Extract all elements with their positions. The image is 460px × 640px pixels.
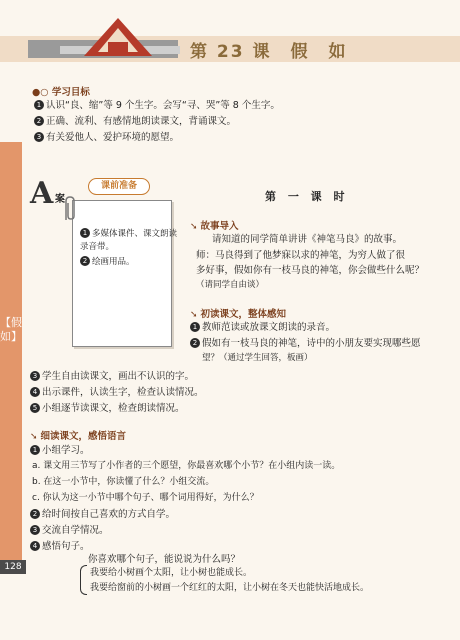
story-note: （请同学自由谈）: [196, 280, 265, 290]
example-sentence: 我要给小树画个太阳，让小树也能成长。: [90, 568, 253, 578]
prep-badge: 课前准备: [88, 178, 150, 195]
firstread-heading: ➘ 初读课文，整体感知: [190, 309, 287, 320]
closeread-heading: ➘ 细读课文，感悟语言: [30, 431, 127, 442]
list-item: 5 小组逐节读课文，检查朗读情况。: [30, 402, 185, 415]
story-line: 请知道的同学简单讲讲《神笔马良》的故事。: [212, 234, 403, 245]
firstread-item: 1 教师范读或放课文朗读的录音。: [190, 321, 335, 334]
arrow-icon: ➘: [30, 432, 38, 442]
goal-item: 2 正确、流利、有感情地朗读课文，背诵课文。: [34, 115, 236, 128]
closeread-item: 2 给时间按自己喜欢的方式自学。: [30, 508, 175, 521]
lesson-heading: 第 一 课 时: [265, 190, 349, 203]
firstread-item-cont: 望？（通过学生回答，板画）: [202, 353, 313, 363]
list-item: 3 学生自由读课文，画出不认识的字。: [30, 370, 194, 383]
paperclip-icon: [60, 196, 78, 222]
firstread-item: 2 假如有一枝马良的神笔，诗中的小朋友要实现哪些愿: [190, 337, 421, 350]
side-tab: [0, 142, 33, 570]
closeread-sub: b. 在这一小节中，你读懂了什么？小组交流。: [32, 477, 215, 487]
closeread-sub: c. 你认为这一小节中哪个句子、哪个词用得好，为什么？: [32, 493, 259, 503]
story-line: 师：马良得到了他梦寐以求的神笔，为穷人做了很: [196, 250, 406, 261]
closeread-item: 1 小组学习。: [30, 444, 90, 457]
goal-item: 3 有关爱他人、爱护环境的愿望。: [34, 131, 179, 144]
note-card: [72, 200, 172, 347]
prep-item: 1 多媒体课件、课文朗读: [80, 228, 177, 241]
example-sentence: 我要给窗前的小树画一个红红的太阳，让小树在冬天也能快活地成长。: [90, 583, 370, 593]
plan-letter: A: [30, 176, 54, 211]
story-line: 多好事，假如你有一枝马良的神笔，你会做些什么呢？: [196, 265, 425, 276]
house-roof-icon: [78, 16, 158, 62]
side-tab-label: 【假 如】: [0, 316, 33, 343]
story-heading: ➘ 故事导入: [190, 221, 239, 232]
list-item: 4 出示课件，认读生字，检查认读情况。: [30, 386, 204, 399]
arrow-icon: ➘: [190, 222, 198, 232]
closeread-sub: a. 课文用三节写了小作者的三个愿望，你最喜欢哪个小节？在小组内读一读。: [32, 461, 341, 471]
goal-item: 1 认识“良、缩”等 9 个生字。会写“寻、哭”等 8 个生字。: [34, 99, 280, 112]
plan-suffix: 案: [55, 194, 65, 205]
closeread-item: 3 交流自学情况。: [30, 524, 109, 537]
bracket: [80, 565, 87, 595]
page-number: 128: [0, 560, 26, 574]
arrow-icon: ➘: [190, 310, 198, 320]
closeread-question: 你喜欢哪个句子，能说说为什么吗？: [88, 554, 241, 565]
prep-item: 2 绘画用品。: [80, 256, 135, 269]
goals-heading: ●○ 学习目标: [32, 87, 90, 98]
closeread-item: 4 感悟句子。: [30, 540, 90, 553]
lesson-title: 第 23 课 假 如: [190, 42, 348, 62]
prep-item-cont: 录音带。: [80, 242, 115, 252]
